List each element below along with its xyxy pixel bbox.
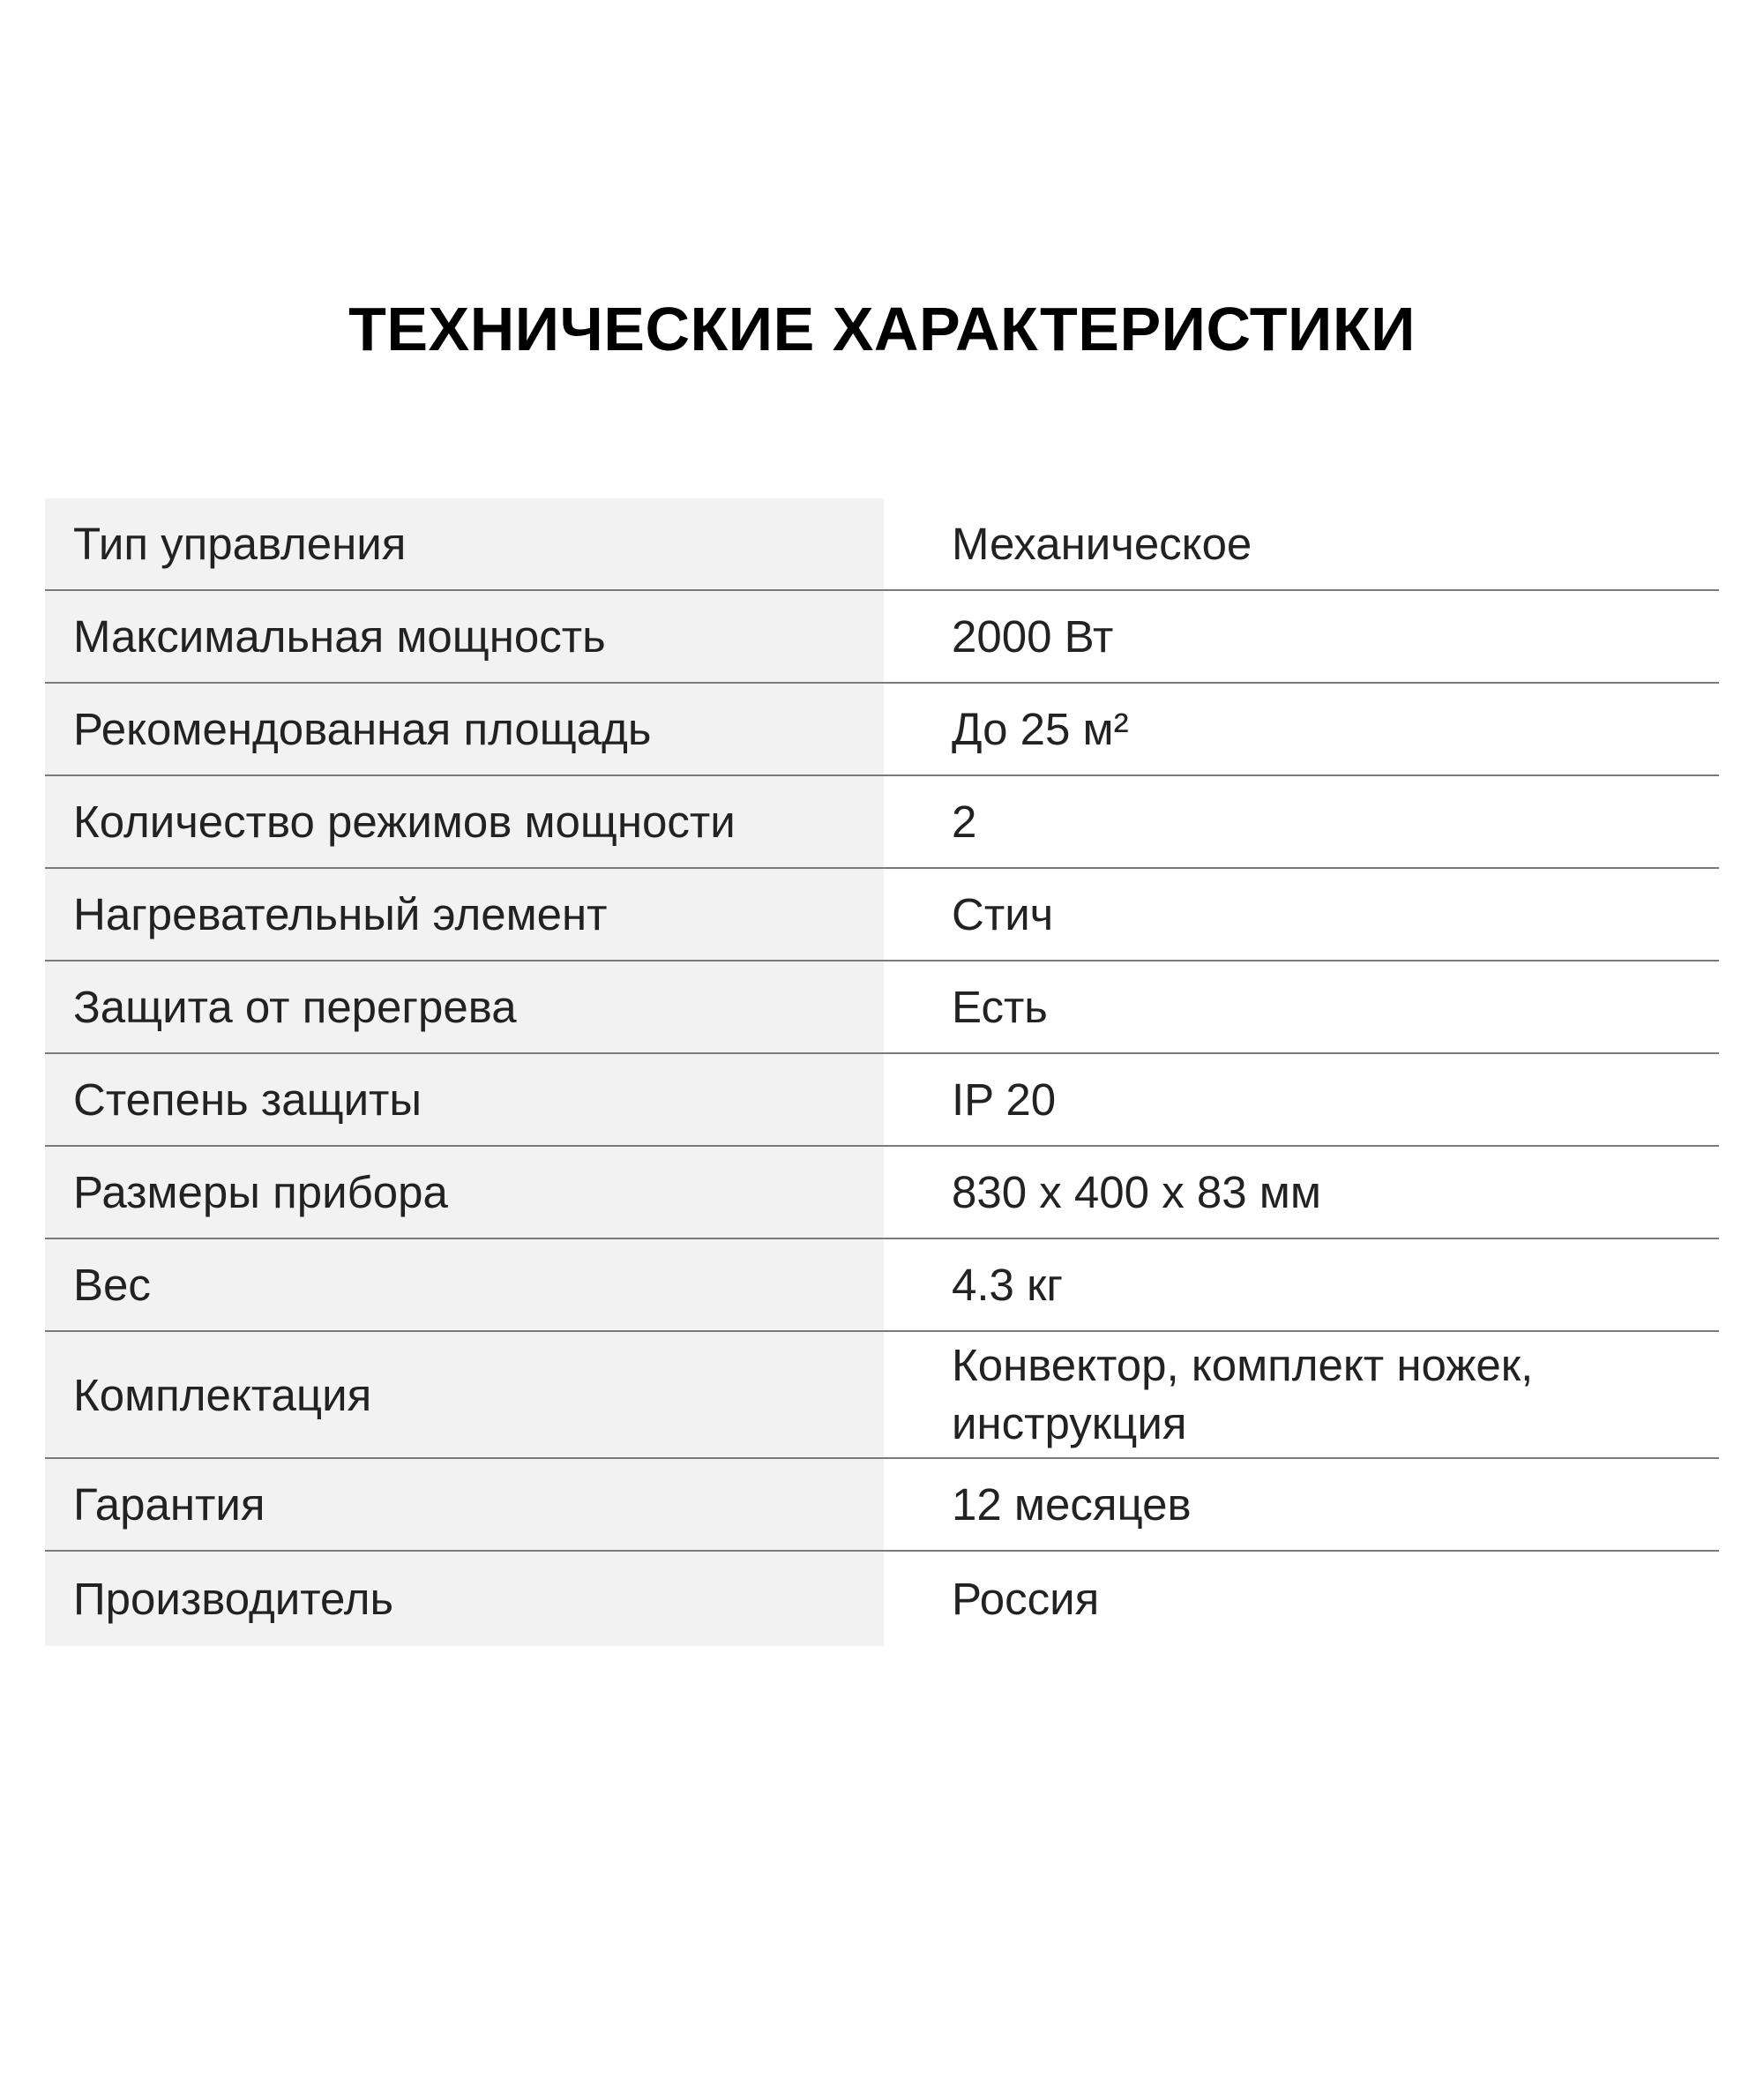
spec-value: До 25 м² xyxy=(952,703,1129,754)
spec-label: Размеры прибора xyxy=(45,1147,884,1238)
spec-label: Защита от перегрева xyxy=(45,961,884,1052)
spec-label: Нагревательный элемент xyxy=(45,869,884,960)
spec-row-package-contents xyxy=(45,1332,1719,1459)
spec-value: IP 20 xyxy=(952,1074,1057,1125)
spec-value: Стич xyxy=(952,888,1054,939)
spec-label: Максимальная мощность xyxy=(45,591,884,682)
spec-label: Рекомендованная площадь xyxy=(45,684,884,774)
spec-label: Производитель xyxy=(45,1552,884,1646)
page-title: ТЕХНИЧЕСКИЕ ХАРАКТЕРИСТИКИ xyxy=(348,295,1416,363)
spec-label: Комплектация xyxy=(45,1332,884,1457)
spec-label: Гарантия xyxy=(45,1459,884,1550)
spec-value-text: Конвектор, комплект ножек, инструкция xyxy=(952,1340,1534,1448)
spec-label: Количество режимов мощности xyxy=(45,776,884,867)
spec-value: 2000 Вт xyxy=(952,610,1114,662)
spec-value: Механическое xyxy=(952,518,1252,569)
spec-value: Есть xyxy=(952,981,1048,1032)
spec-label: Степень защиты xyxy=(45,1054,884,1145)
spec-value: 2 xyxy=(952,796,977,847)
spec-label: Тип управления xyxy=(45,498,884,589)
spec-value: Россия xyxy=(952,1573,1100,1624)
spec-label: Вес xyxy=(45,1239,884,1330)
spec-value: 4.3 кг xyxy=(952,1259,1063,1310)
spec-row-weight xyxy=(45,1239,1719,1332)
spec-table xyxy=(45,498,1719,1646)
spec-row-warranty xyxy=(45,1459,1719,1552)
spec-row-power-modes xyxy=(45,776,1719,869)
spec-row-dimensions xyxy=(45,1147,1719,1239)
spec-value: 830 x 400 x 83 мм xyxy=(952,1166,1321,1217)
spec-value xyxy=(884,1332,1719,1457)
spec-row-max-power xyxy=(45,591,1719,684)
spec-row-heating-element xyxy=(45,869,1719,961)
spec-row-overheat-protection xyxy=(45,961,1719,1054)
spec-row-manufacturer xyxy=(45,1552,1719,1646)
spec-row-protection-rating xyxy=(45,1054,1719,1147)
spec-row-recommended-area xyxy=(45,684,1719,776)
spec-row-control-type xyxy=(45,498,1719,591)
spec-value: 12 месяцев xyxy=(952,1478,1192,1530)
